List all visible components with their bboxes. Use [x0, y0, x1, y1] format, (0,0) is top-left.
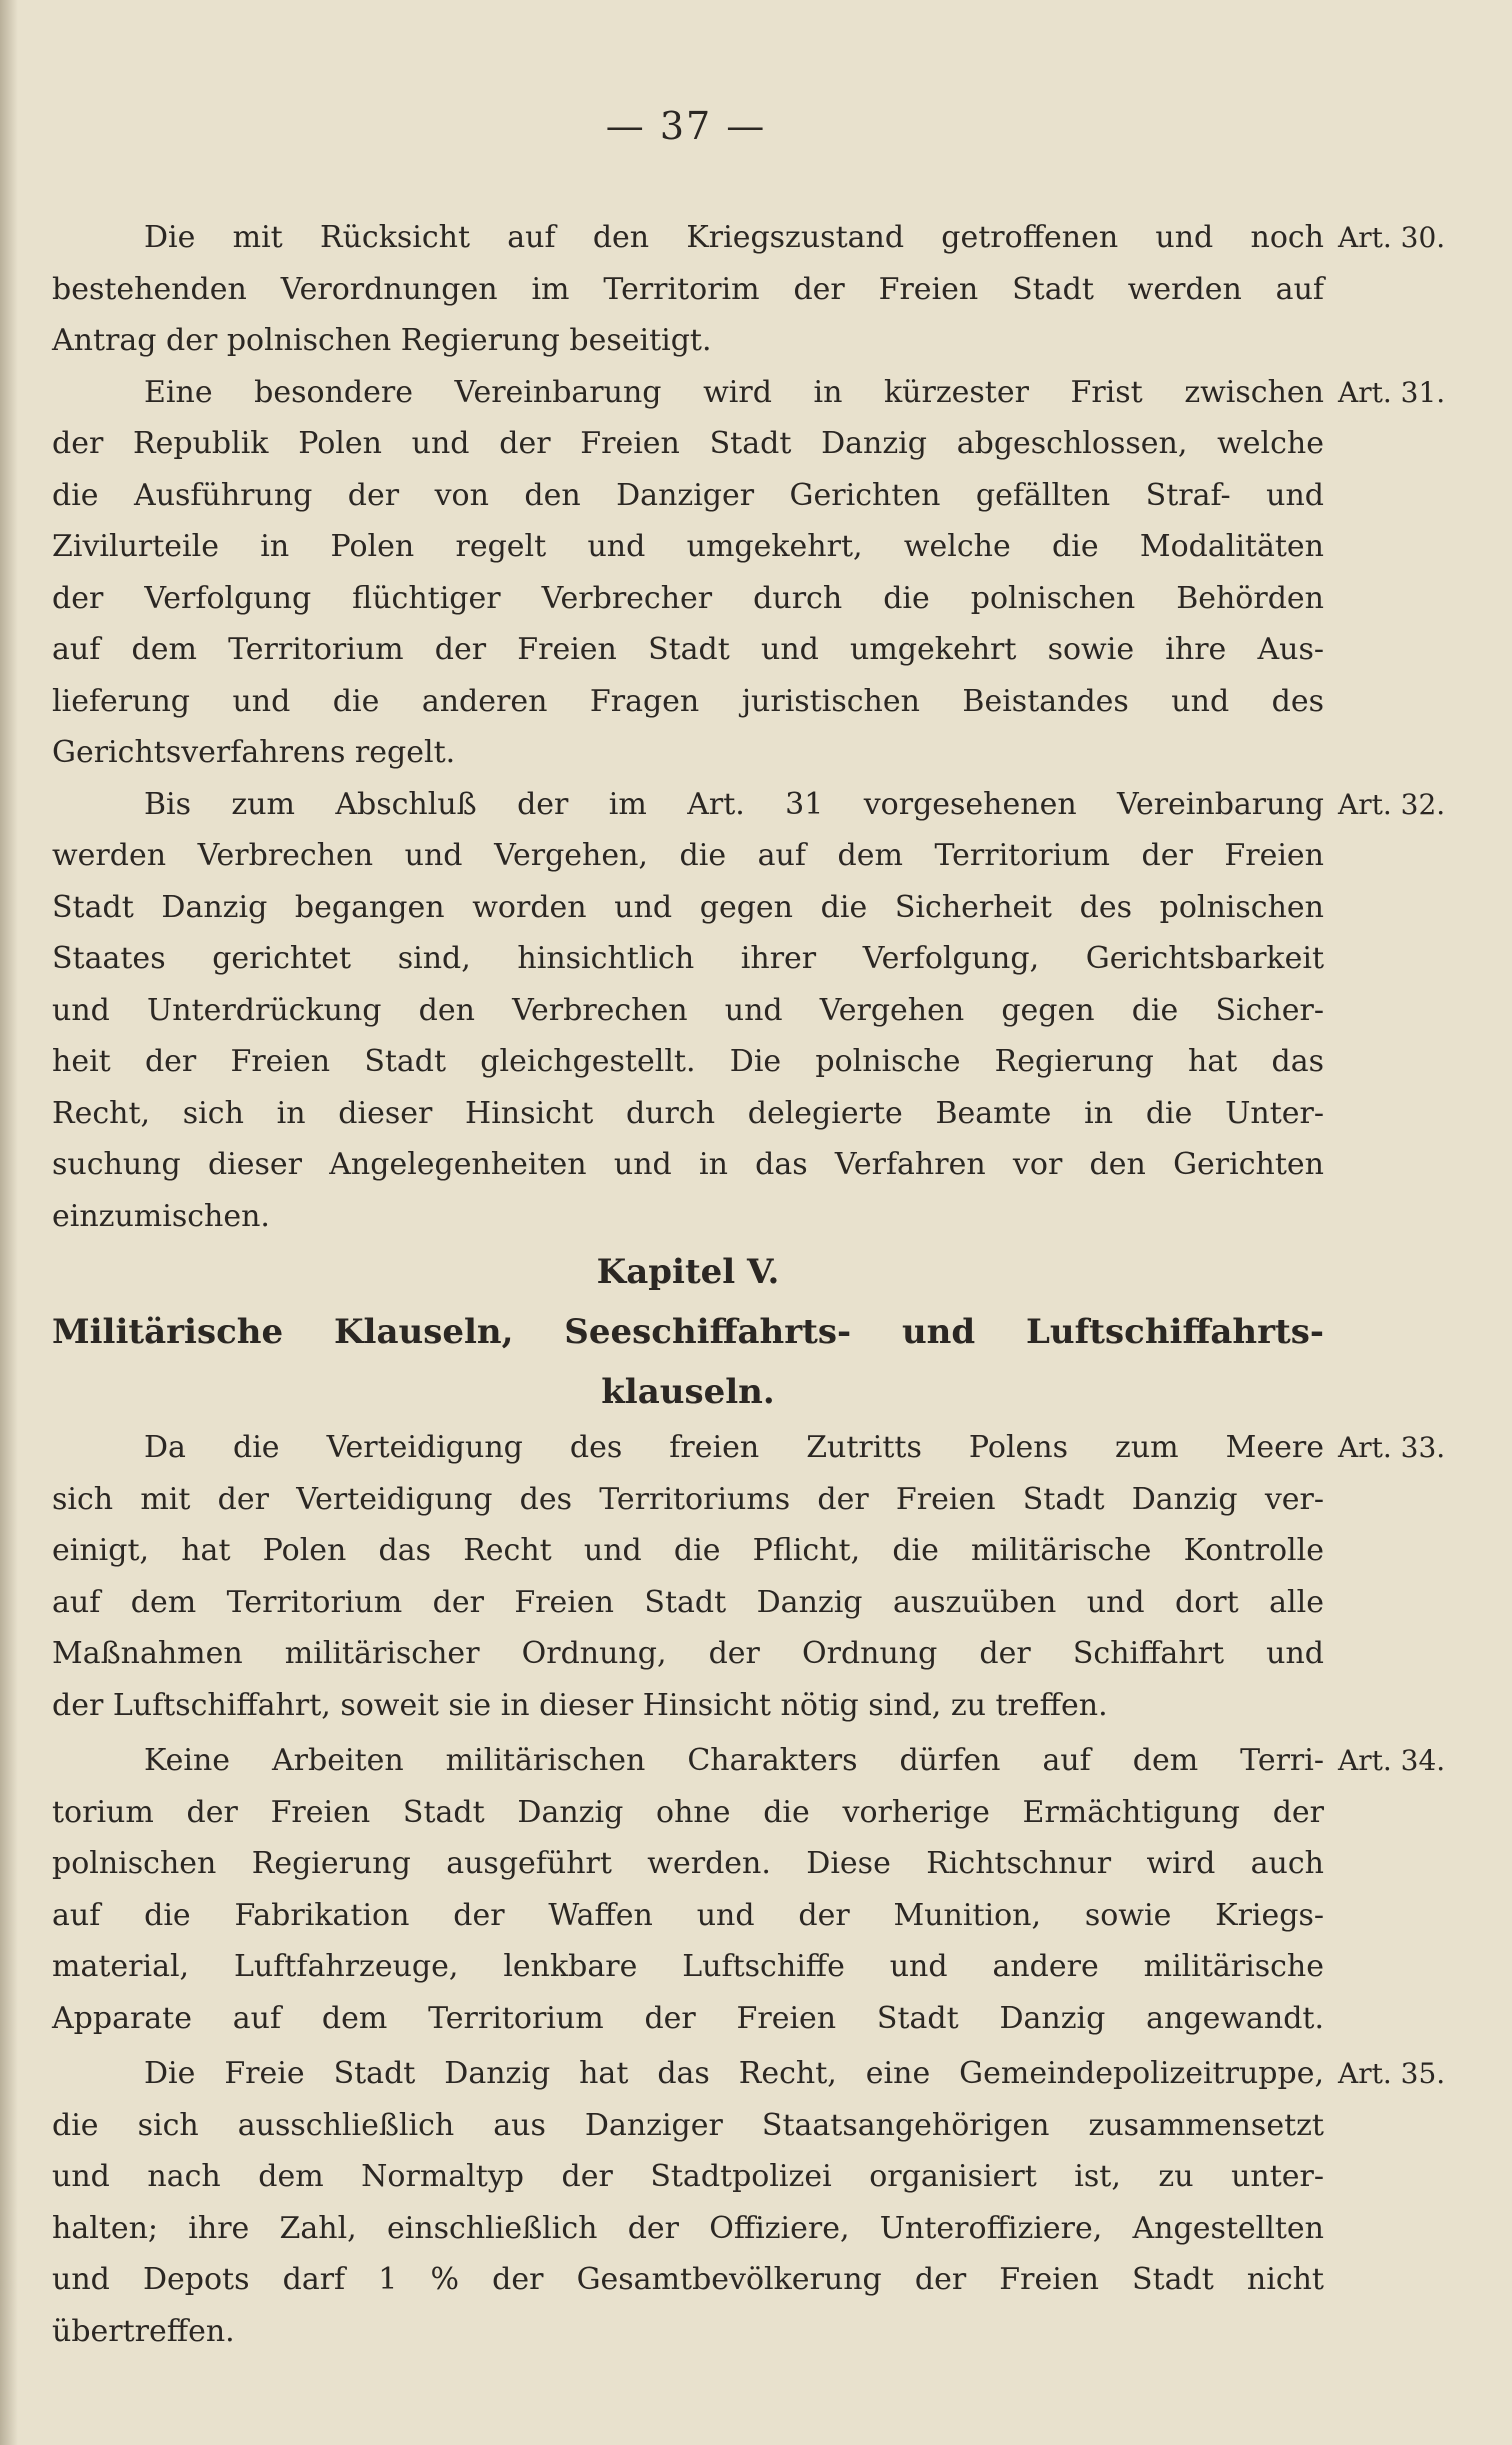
- text-line: [52, 1422, 1446, 1474]
- text-line: [52, 676, 1324, 728]
- text-line: [52, 521, 1324, 573]
- line-text: der Verfolgung flüchtiger Verbrecher durch die polnischen Behörden: [52, 580, 1324, 616]
- text-line: [52, 1088, 1324, 1140]
- line-text: Eine besondere Vereinbarung wird in kürzester Frist zwischen: [144, 374, 1324, 410]
- text-line: [52, 418, 1324, 470]
- text-line: [52, 2151, 1324, 2203]
- line-text: sich mit der Verteidigung des Territoriums der Freien Stadt Danzig ver-: [52, 1481, 1324, 1517]
- text-line: [52, 624, 1324, 676]
- line-text: halten; ihre Zahl, einschließlich der Offiziere, Unteroffiziere, Angestellten: [52, 2210, 1324, 2246]
- text-line: [52, 470, 1324, 522]
- margin-article-note: Art. 33.: [1338, 1431, 1446, 1464]
- text-line: [52, 985, 1324, 1037]
- line-text: Stadt Danzig begangen worden und gegen die Sicherheit des polnischen: [52, 889, 1324, 925]
- text-line: [52, 1191, 1324, 1243]
- margin-article-note: Art. 35.: [1338, 2057, 1446, 2090]
- text-line: [52, 1139, 1324, 1191]
- line-text: die Ausführung der von den Danziger Gerichten gefällten Straf- und: [52, 477, 1324, 513]
- margin-article-note: Art. 30.: [1338, 221, 1446, 254]
- line-text: und Unterdrückung den Verbrechen und Vergehen gegen die Sicher-: [52, 992, 1324, 1028]
- line-text: Da die Verteidigung des freien Zutritts Polens zum Meere: [144, 1430, 1324, 1465]
- text-line: [52, 2306, 1324, 2358]
- text-line: [52, 1787, 1324, 1839]
- line-text: und nach dem Normaltyp der Stadtpolizei organisiert ist, zu unter-: [52, 2159, 1324, 2194]
- line-text: die sich ausschließlich aus Danziger Staatsangehörigen zusammensetzt: [52, 2107, 1324, 2143]
- chapter-heading: [52, 1242, 1324, 1302]
- text-line: [52, 367, 1446, 419]
- line-text: torium der Freien Stadt Danzig ohne die vorherige Ermächtigung der: [52, 1794, 1324, 1830]
- line-text: auf die Fabrikation der Waffen und der Munition, sowie Kriegs-: [52, 1897, 1324, 1933]
- line-text: bestehenden Verordnungen im Territorim der Freien Stadt werden auf: [52, 271, 1324, 307]
- text-line: [52, 1993, 1324, 2045]
- line-text: Gerichtsverfahrens regelt.: [52, 735, 456, 770]
- text-line: [52, 1628, 1324, 1680]
- line-text: Militärische Klauseln, Seeschiffahrts- und Luftschiffahrts-: [52, 1312, 1324, 1352]
- line-text: Staates gerichtet sind, hinsichtlich ihrer Verfolgung, Gerichtsbarkeit: [52, 941, 1324, 976]
- page-number: — 37 —: [605, 104, 767, 148]
- line-text: Die mit Rücksicht auf den Kriegszustand getroffenen und noch: [144, 220, 1324, 255]
- line-text: einzumischen.: [52, 1198, 270, 1234]
- line-text: heit der Freien Stadt gleichgestellt. Die polnische Regierung hat das: [52, 1044, 1324, 1079]
- line-text: Recht, sich in dieser Hinsicht durch delegierte Beamte in die Unter-: [52, 1095, 1324, 1131]
- text-line: [52, 212, 1446, 264]
- line-text: suchung dieser Angelegenheiten und in das Verfahren vor den Gerichten: [52, 1147, 1324, 1182]
- text-line: [52, 1525, 1324, 1577]
- line-text: werden Verbrechen und Vergehen, die auf dem Territorium der Freien: [52, 838, 1324, 873]
- text-line: [52, 1735, 1446, 1787]
- text-line: [52, 1680, 1324, 1732]
- margin-article-note: Art. 31.: [1338, 375, 1446, 409]
- text-line: [52, 264, 1324, 316]
- text-line: [52, 779, 1446, 831]
- text-line: [52, 2254, 1324, 2306]
- line-text: auf dem Territorium der Freien Stadt Danzig auszuüben und dort alle: [52, 1584, 1324, 1620]
- page-edge-shadow: [0, 0, 18, 2445]
- line-text: der Republik Polen und der Freien Stadt Danzig abgeschlossen, welche: [52, 426, 1324, 461]
- line-text: Keine Arbeiten militärischen Charakters dürfen auf dem Terri-: [144, 1743, 1324, 1778]
- margin-article-note: Art. 32.: [1338, 787, 1446, 821]
- text-line: [52, 1838, 1324, 1890]
- line-text: der Luftschiffahrt, soweit sie in dieser Hinsicht nötig sind, zu treffen.: [52, 1687, 1108, 1723]
- chapter-heading: [52, 1362, 1324, 1422]
- line-text: lieferung und die anderen Fragen juristischen Beistandes und des: [52, 683, 1324, 719]
- text-line: [52, 573, 1324, 625]
- text-line: [52, 933, 1324, 985]
- margin-article-note: Art. 34.: [1338, 1744, 1446, 1777]
- text-line: [52, 727, 1324, 779]
- line-text: Kapitel V.: [596, 1252, 780, 1292]
- line-text: Zivilurteile in Polen regelt und umgekehrt, welche die Modalitäten: [52, 529, 1324, 564]
- text-line: [52, 2203, 1324, 2255]
- text-line: [52, 1941, 1324, 1993]
- line-text: polnischen Regierung ausgeführt werden. Diese Richtschnur wird auch: [52, 1846, 1324, 1881]
- line-text: Antrag der polnischen Regierung beseitigt.: [52, 323, 712, 358]
- text-line: [52, 2048, 1446, 2100]
- line-text: Die Freie Stadt Danzig hat das Recht, eine Gemeindepolizeitruppe,: [144, 2056, 1324, 2091]
- line-text: material, Luftfahrzeuge, lenkbare Luftschiffe und andere militärische: [52, 1949, 1324, 1984]
- text-line: [52, 830, 1324, 882]
- text-line: [52, 1577, 1324, 1629]
- text-line: [52, 882, 1324, 934]
- line-text: Bis zum Abschluß der im Art. 31 vorgesehenen Vereinbarung: [144, 786, 1324, 822]
- line-text: Maßnahmen militärischer Ordnung, der Ordnung der Schiffahrt und: [52, 1636, 1324, 1671]
- text-line: [52, 315, 1324, 367]
- page-body: [52, 212, 1446, 2357]
- line-text: und Depots darf 1 % der Gesamtbevölkerung der Freien Stadt nicht: [52, 2262, 1324, 2297]
- chapter-heading: [52, 1302, 1324, 1362]
- line-text: einigt, hat Polen das Recht und die Pflicht, die militärische Kontrolle: [52, 1533, 1324, 1568]
- text-line: [52, 1474, 1324, 1526]
- text-line: [52, 2100, 1324, 2152]
- text-line: [52, 1890, 1324, 1942]
- line-text: klauseln.: [601, 1372, 775, 1412]
- line-text: auf dem Territorium der Freien Stadt und umgekehrt sowie ihre Aus-: [52, 632, 1324, 667]
- text-line: [52, 1036, 1324, 1088]
- line-text: übertreffen.: [52, 2313, 235, 2349]
- line-text: Apparate auf dem Territorium der Freien Stadt Danzig angewandt.: [52, 2000, 1324, 2036]
